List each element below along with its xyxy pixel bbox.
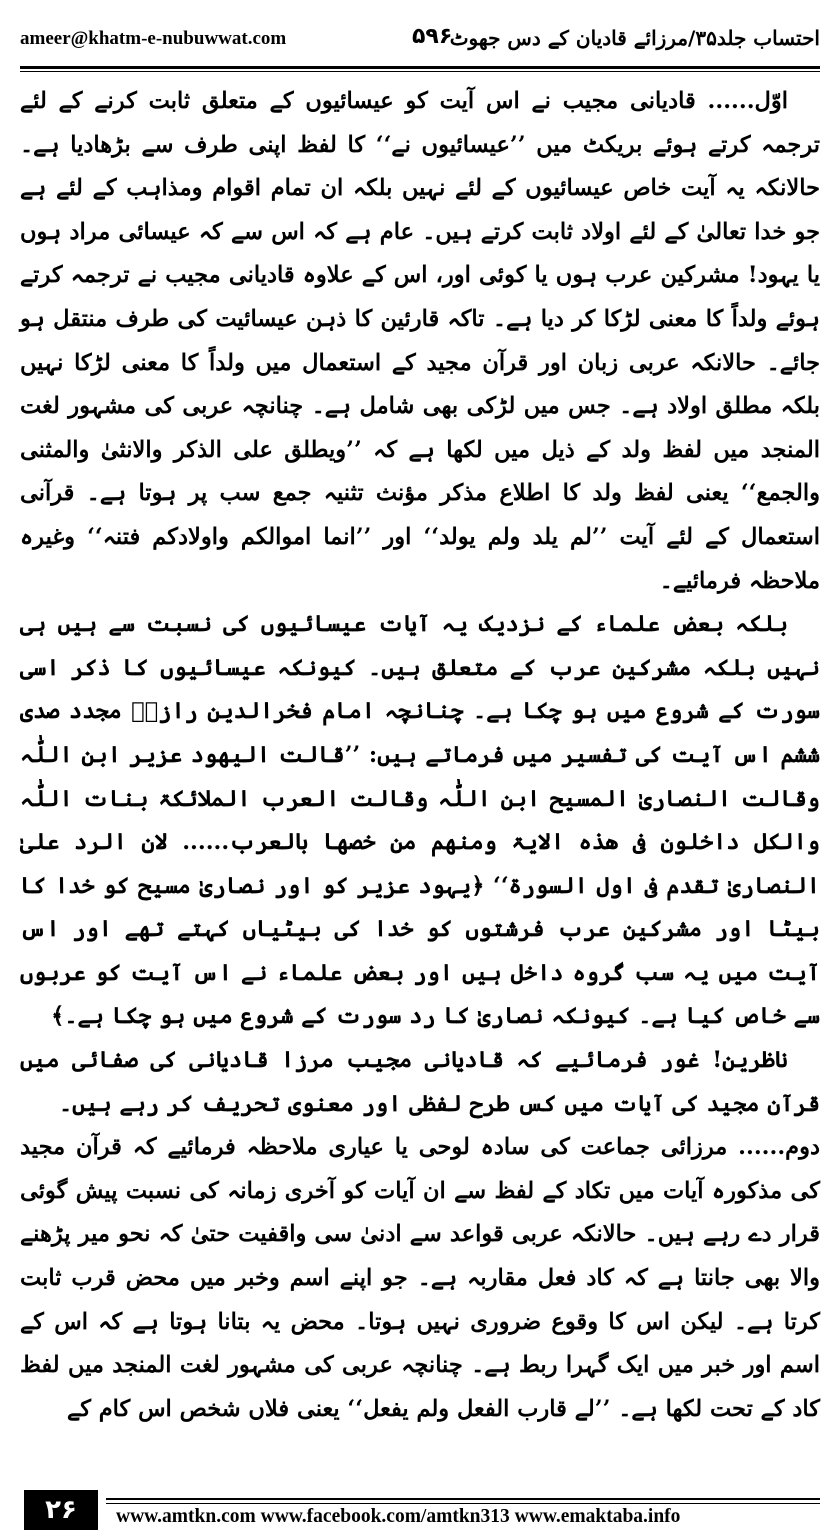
page-header (20, 22, 820, 62)
header-rule-thin (20, 71, 820, 72)
footer-page-number-box (24, 1490, 98, 1530)
page-body (20, 80, 820, 1475)
footer-rule (106, 1498, 820, 1500)
paragraph-second: بلکہ بعض علماء کے نزدیک یہ آیات عیسائیوں کی نسبت سے ہیں ہی نہیں بلکہ مشرکین عرب کے متعلق ہیں۔ کیونکہ عیسائیوں کا ذکر اسی سورت کے شروع میں ہو چکا ہے۔ چنانچہ امام فخرالدین رازیؒ مجدد صدی ششم اس آیت کی تفسیر میں فرماتے ہیں: ’’قالت الیھود عزیر ابن اللّٰہ وقالت النصاریٰ المسیح ابن اللّٰہ وقالت العرب الملائکۃ بنات اللّٰہ والکل داخلون فی ھذہ الایۃ ومنھم من خصھا بالعرب...... لان الرد علیٰ النصاریٰ تقدم فی اول السورۃ‘‘ ﴿یہود عزیر کو اور نصاریٰ مسیح کو خدا کا بیٹا اور مشرکین عرب فرشتوں کو خدا کی بیٹیاں کہتے تھے اور اس آیت میں یہ سب گروہ داخل ہیں اور بعض علماء نے اس آیت کو عربوں سے خاص کیا ہے۔ کیونکہ نصاریٰ کا رد سورت کے شروع میں ہو چکا ہے۔﴾ (20, 611, 820, 1030)
footer-urls: www.amtkn.com www.facebook.com/amtkn313 www.emaktaba.info (116, 1506, 681, 1527)
header-page-number: ۵۹۶ (412, 24, 453, 49)
paragraph-first: اوّل...... قادیانی مجیب نے اس آیت کو عیسائیوں کے متعلق ثابت کرنے کے لئے ترجمہ کرتے ہوئے بریکٹ میں ’’عیسائیوں نے‘‘ کا لفظ اپنی طرف سے بڑھادیا ہے۔ حالانکہ یہ آیت خاص عیسائیوں کے لئے نہیں بلکہ ان تمام اقوام ومذاہب کے لئے ہے جو خدا تعالیٰ کے لئے اولاد ثابت کرتے ہیں۔ عام ہے کہ اس سے کہ عیسائی مراد ہوں یا یہود! مشرکین عرب ہوں یا کوئی اور، اس کے علاوہ قادیانی مجیب نے ترجمہ کرتے ہوئے ولداً کا معنی لڑکا کر دیا ہے۔ تاکہ قارئین کا ذہن عیسائیت کی طرف منتقل ہو جائے۔ حالانکہ عربی زبان اور قرآن مجید کے استعمال میں ولداً کا معنی لڑکا نہیں بلکہ مطلق اولاد ہے۔ جس میں لڑکی بھی شامل ہے۔ چنانچہ عربی کی مشہور لغت المنجد میں لفظ ولد کے ذیل میں لکھا ہے کہ ’’ویطلق علی الذکر والانثیٰ والمثنی والجمع‘‘ یعنی لفظ ولد کا اطلاع مذکر مؤنث تثنیہ جمع سب پر ہوتا ہے۔ قرآنی استعمال کے لئے آیت ’’لم یلد ولم یولد‘‘ اور ’’انما اموالکم واولادکم فتنہ‘‘ وغیرہ ملاحظہ فرمائیے۔ (20, 88, 820, 594)
paragraph-fourth: دوم...... مرزائی جماعت کی سادہ لوحی یا عیاری ملاحظہ فرمائیے کہ قرآن مجید کی مذکورہ آیات میں تکاد کے لفظ سے ان آیات کو آخری زمانہ کی نسبت پیش گوئی قرار دے رہے ہیں۔ حالانکہ عربی قواعد سے ادنیٰ سی واقفیت حتیٰ کہ نحو میر پڑھنے والا بھی جانتا ہے کہ کاد فعل مقاربہ ہے۔ جو اپنے اسم وخبر میں محض قرب ثابت کرتا ہے۔ لیکن اس کا وقوع ضروری نہیں ہوتا۔ محض یہ بتانا ہوتا ہے کہ اس کے اسم اور خبر میں ایک گہرا ربط ہے۔ چنانچہ عربی کی مشہور لغت المنجد میں لفظ کاد کے تحت لکھا ہے۔ ’’لے قارب الفعل ولم یفعل‘‘ یعنی فلاں شخص اس کام کے (20, 1134, 820, 1422)
header-email: ameer@khatm-e-nubuwwat.com (20, 28, 287, 49)
footer-rule-thin (106, 1503, 820, 1504)
footer-page-number: ۲۶ (45, 1495, 77, 1525)
paragraph-third: ناظرین! غور فرمائیے کہ قادیانی مجیب مرزا قادیانی کی صفائی میں قرآن مجید کی آیات میں کس طرح لفظی اور معنوی تحریف کر رہے ہیں۔ (20, 1047, 820, 1117)
header-title: احتساب جلد۳۵/مرزائے قادیان کے دس جھوٹ (449, 26, 820, 50)
page-footer (20, 1488, 820, 1534)
header-rule (20, 66, 820, 69)
